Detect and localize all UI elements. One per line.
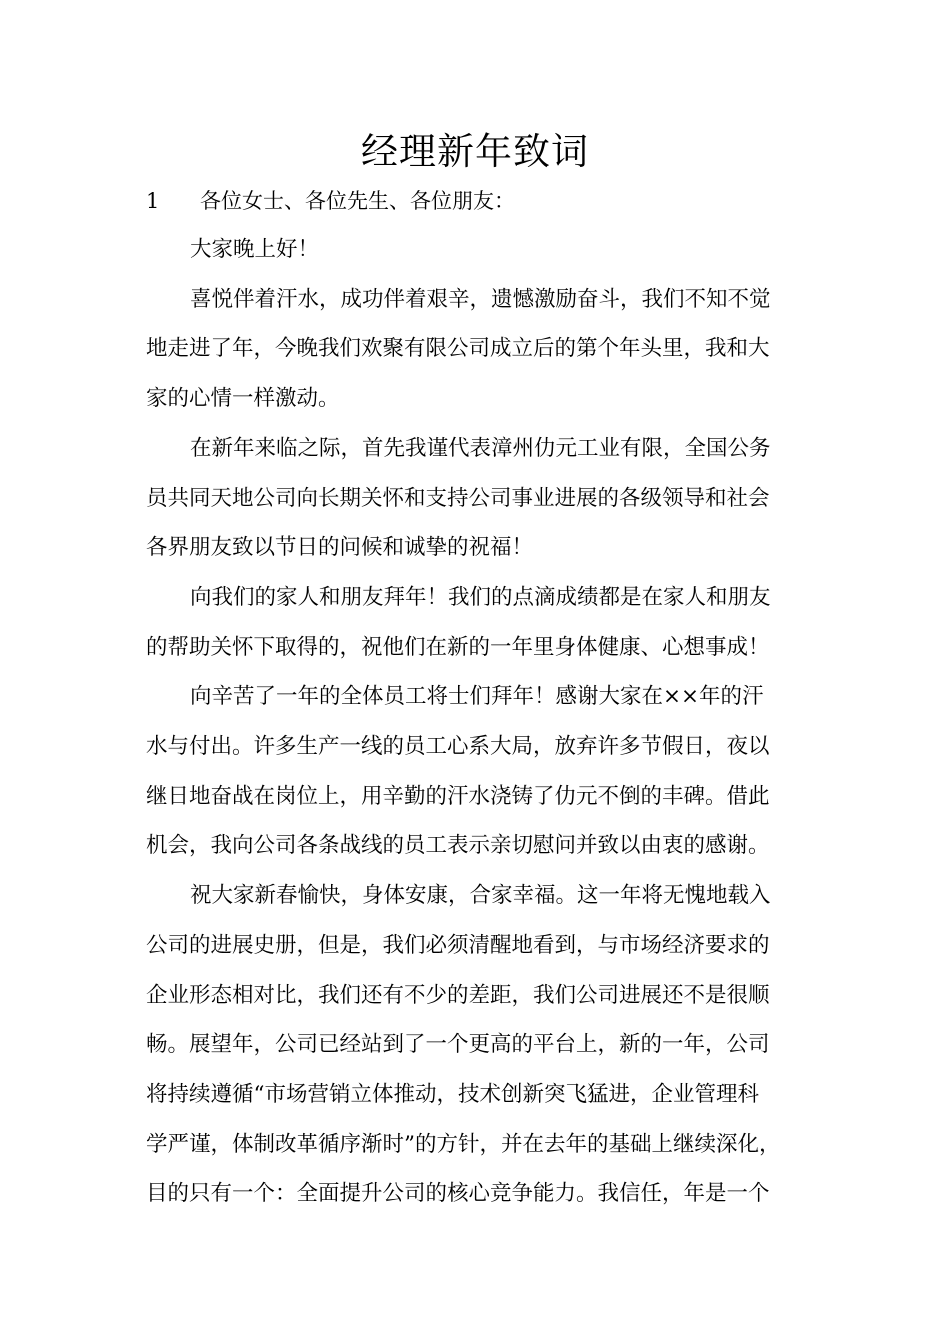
text-line: 将持续遵循“市场营销立体推动，技术创新突飞猛进，企业管理科: [146, 1082, 759, 1107]
text-line: 各界朋友致以节日的问候和诚挚的祝福！: [146, 535, 534, 560]
text-line: 员共同天地公司向长期关怀和支持公司事业进展的各级领导和社会: [146, 486, 770, 511]
line-number: 1: [146, 189, 160, 213]
text-line: 畅。展望年，公司已经站到了一个更高的平台上，新的一年，公司: [146, 1032, 770, 1057]
text-line: 企业形态相对比，我们还有不少的差距，我们公司进展还不是很顺: [146, 983, 770, 1008]
text-line: 机会，我向公司各条战线的员工表示亲切慰问并致以由衷的感谢。: [146, 833, 770, 858]
document-title: 经理新年致词: [361, 130, 589, 173]
text-line: 大家晚上好！: [190, 237, 320, 262]
text-line: 祝大家新春愉快，身体安康，合家幸福。这一年将无愧地载入: [190, 883, 771, 908]
salutation-line: [146, 186, 515, 216]
text-line: 的帮助关怀下取得的，祝他们在新的一年里身体健康、心想事成！: [146, 635, 770, 660]
text-line: 喜悦伴着汗水，成功伴着艰辛，遗憾激励奋斗，我们不知不觉: [190, 287, 771, 312]
text-line: 在新年来临之际，首先我谨代表漳州仂元工业有限，全国公务: [190, 436, 771, 461]
text-line: 向我们的家人和朋友拜年！我们的点滴成绩都是在家人和朋友: [190, 585, 771, 610]
salutation-text: 各位女士、各位先生、各位朋友：: [200, 189, 515, 213]
text-line: 家的心情一样激动。: [146, 386, 340, 411]
text-line: 向辛苦了一年的全体员工将士们拜年！感谢大家在××年的汗: [190, 684, 764, 709]
text-line: 学严谨，体制改革循序渐时”的方针，并在去年的基础上继续深化，: [146, 1132, 781, 1157]
text-line: 继日地奋战在岗位上，用辛勤的汗水浇铸了仂元不倒的丰碑。借此: [146, 784, 770, 809]
text-line: 公司的进展史册，但是，我们必须清醒地看到，与市场经济要求的: [146, 933, 770, 958]
text-line: 地走进了年，今晚我们欢聚有限公司成立后的第个年头里，我和大: [146, 336, 770, 361]
text-line: 目的只有一个：全面提升公司的核心竞争能力。我信任，年是一个: [146, 1181, 770, 1206]
text-line: 水与付出。许多生产一线的员工心系大局，放弃许多节假日，夜以: [146, 734, 770, 759]
